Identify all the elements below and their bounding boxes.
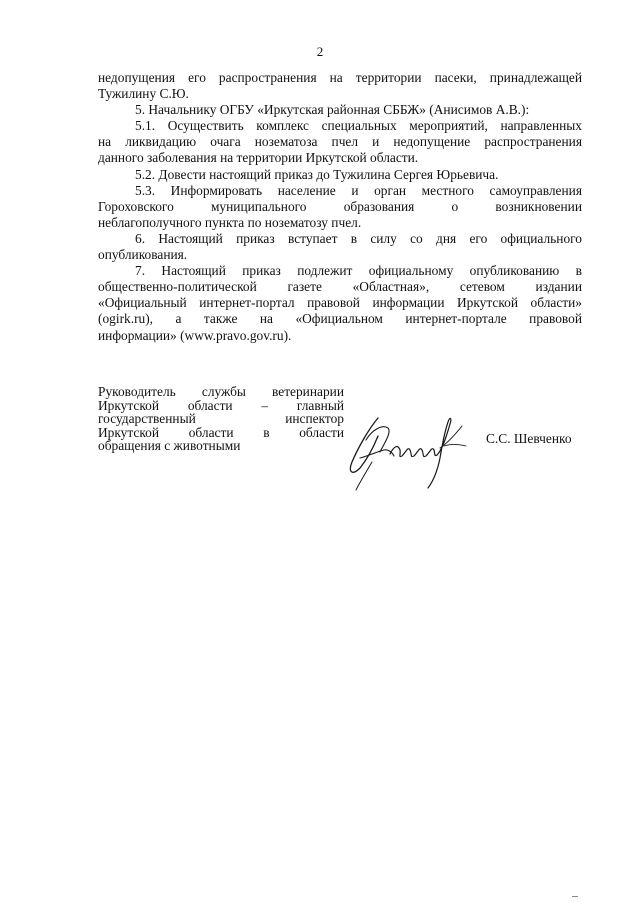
text-line: опубликования. [98,247,188,263]
order-body-text [98,70,582,344]
position-line: Руководитель службы ветеринарии [98,384,344,399]
paragraph [98,263,582,343]
paragraph [98,231,582,263]
text-line: 6. Настоящий приказ вступает в силу со дня его официального [135,230,582,246]
text-line: «Официальный интернет-портал правовой информации Иркутской области» [98,295,582,311]
paragraph [98,70,582,102]
signatory-position [98,385,344,453]
text-line: 5.3. Информировать население и орган местного самоуправления [135,182,582,198]
text-line: 7. Настоящий приказ подлежит официальному опубликованию в [135,263,582,279]
text-line: данного заболевания на территории Иркутской области. [98,150,419,166]
text-line: Гороховского муниципального образования о возникновении [98,198,582,214]
paragraph [98,183,582,231]
signatory-name: С.С. Шевченко [486,431,572,446]
text-line: неблагополучного пункта по нозематозу пчел. [98,214,362,230]
position-line: Иркутской области в области [98,424,344,440]
handwritten-signature [338,400,486,494]
signature-graphic [338,400,486,494]
text-line: 5.1. Осуществить комплекс специальных мероприятий, направленных [135,118,582,134]
paragraph [98,102,582,118]
text-line: 5. Начальнику ОГБУ «Иркутская районная СББЖ» (Анисимов А.В.): [135,102,530,118]
text-line: Тужилину С.Ю. [98,86,189,102]
text-line: общественно-политической газете «Областная», сетевом издании [98,279,582,295]
scan-mark [572,896,578,897]
text-line: недопущения его распространения на территории пасеки, принадлежащей [98,70,582,85]
position-line: Иркутской области – главный [98,397,344,413]
position-line: обращения с животными [98,438,241,454]
position-line: государственный инспектор [98,411,344,427]
paragraph [98,167,582,183]
text-line: 5.2. Довести настоящий приказ до Тужилина Сергея Юрьевича. [135,166,499,182]
text-line: (ogirk.ru), а также на «Официальном интернет-портале правовой [98,311,582,327]
paragraph [98,118,582,166]
text-line: на ликвидацию очага нозематоза пчел и недопущение распространения [98,134,582,150]
text-line: информации» (www.pravo.gov.ru). [98,327,292,343]
page-number: 2 [316,44,324,59]
